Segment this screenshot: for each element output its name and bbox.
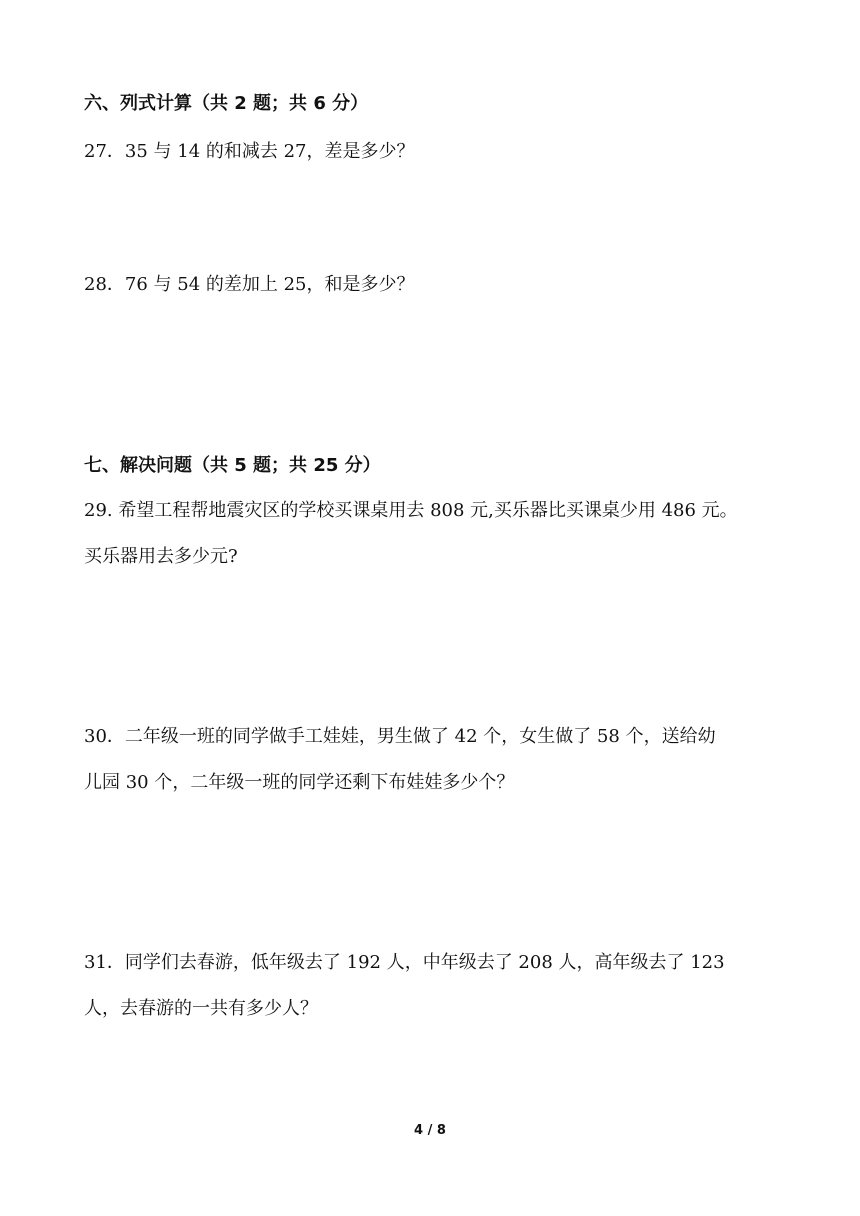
section-heading-7: 七、解决问题（共 5 题；共 25 分）	[84, 455, 381, 476]
question-line: 买乐器用去多少元?	[84, 546, 238, 567]
question-line: 30．二年级一班的同学做手工娃娃，男生做了 42 个，女生做了 58 个，送给幼	[84, 726, 716, 747]
section-heading-6: 六、列式计算（共 2 题；共 6 分）	[84, 93, 369, 114]
question-30	[84, 725, 784, 795]
question-29	[84, 499, 784, 569]
question-line: 人，去春游的一共有多少人？	[84, 998, 318, 1019]
question-27	[84, 140, 784, 164]
question-line: 28．76 与 54 的差加上 25，和是多少？	[84, 274, 415, 295]
question-line: 儿园 30 个，二年级一班的同学还剩下布娃娃多少个？	[84, 772, 515, 793]
page-number: 4 / 8	[414, 1123, 446, 1138]
question-line: 27．35 与 14 的和减去 27，差是多少？	[84, 141, 415, 162]
question-31	[84, 951, 784, 1021]
question-line: 31．同学们去春游，低年级去了 192 人，中年级去了 208 人，高年级去了 123	[84, 952, 725, 973]
question-28	[84, 273, 784, 297]
question-line: 29. 希望工程帮地震灾区的学校买课桌用去 808 元,买乐器比买课桌少用 486 元。	[84, 500, 738, 521]
